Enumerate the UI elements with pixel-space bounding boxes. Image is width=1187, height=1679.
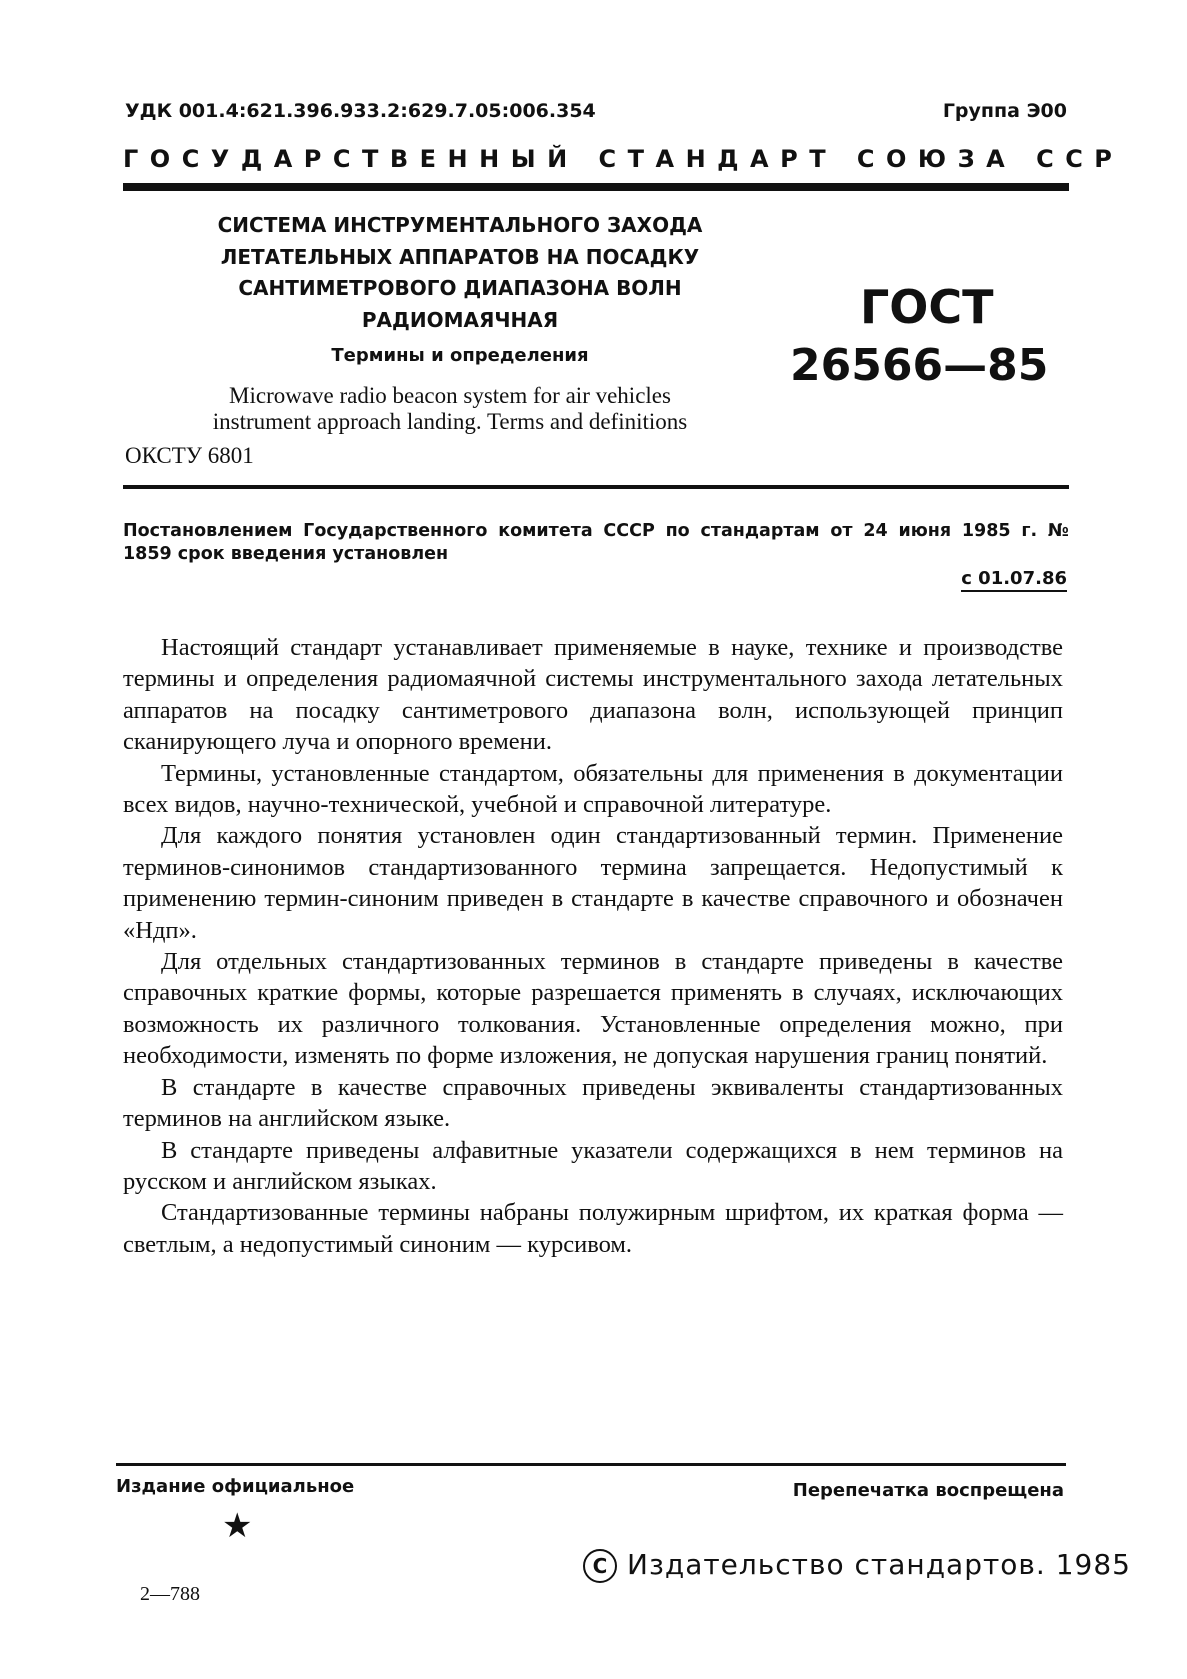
title-line: ЛЕТАТЕЛЬНЫХ АППАРАТОВ НА ПОСАДКУ: [220, 244, 700, 269]
header-rule: [123, 183, 1069, 191]
paragraph: Термины, установленные стандартом, обязательны для применения в документации всех видов, научно-технической, учебной и справочной литературе.: [123, 759, 1063, 819]
gost-label: ГОСТ: [860, 280, 994, 334]
english-title-line: instrument approach landing. Terms and definitions: [212, 409, 688, 434]
publisher-name: Издательство стандартов. 1985: [627, 1548, 1131, 1581]
udk-code: УДК 001.4:621.396.933.2:629.7.05:006.354: [125, 100, 596, 122]
title-line: СИСТЕМА ИНСТРУМЕНТАЛЬНОГО ЗАХОДА: [217, 213, 703, 237]
paragraph: Для отдельных стандартизованных терминов в стандарте приведены в качестве справочных краткие формы, которые разрешается применять в случаях, исключающих возможность их различного толкования. Установленные определения можно, при необходимости, изменять по форме изложения, не допуская нарушения границ понятий.: [123, 948, 1063, 1070]
classification-group: Группа Э00: [942, 100, 1067, 122]
gost-number: 26566—85: [790, 340, 1049, 391]
oksty-code: ОКСТУ 6801: [125, 443, 254, 468]
english-title: [135, 383, 765, 435]
title-line: САНТИМЕТРОВОГО ДИАПАЗОНА ВОЛН: [238, 276, 682, 300]
paragraph: В стандарте приведены алфавитные указатели содержащихся в нем терминов на русском и английском языках.: [123, 1136, 1063, 1195]
publisher-copyright: [583, 1548, 1131, 1583]
subtitle: Термины и определения: [331, 345, 589, 366]
decree-text: Постановлением Государственного комитета СССР по стандартам от 24 июня 1985 г. № 1859 срок введения установлен: [123, 521, 1069, 564]
standard-title: [175, 210, 745, 336]
star-icon: ★: [222, 1506, 253, 1546]
title-rule: [123, 485, 1069, 489]
copyright-icon: C: [583, 1549, 617, 1583]
state-standard-heading: ГОСУДАРСТВЕННЫЙ СТАНДАРТ СОЮЗА ССР: [123, 145, 1124, 173]
paragraph: Настоящий стандарт устанавливает применяемые в науке, технике и производстве термины и определения радиомаячной системы инструментального захода летательных аппаратов на посадку сантиметрового диапазона волн, использующей принцип сканирующего луча и опорного времени.: [123, 634, 1063, 756]
body-text: [123, 632, 1063, 1260]
english-title-line: Microwave radio beacon system for air vehicles: [229, 383, 671, 408]
title-line: РАДИОМАЯЧНАЯ: [361, 307, 559, 332]
paragraph: В стандарте в качестве справочных приведены эквиваленты стандартизованных терминов на английском языке.: [123, 1073, 1063, 1133]
paragraph: Для каждого понятия установлен один стандартизованный термин. Применение терминов-синонимов стандартизованного термина запрещается. Недопустимый к применению термин-синоним приведен в стандарте в качестве справочного и обозначен «Ндп».: [123, 822, 1063, 944]
effective-date: с 01.07.86: [961, 568, 1067, 592]
footer-rule: [116, 1463, 1066, 1466]
sheet-mark: 2—788: [140, 1583, 200, 1605]
paragraph: Стандартизованные термины набраны полужирным шрифтом, их краткая форма — светлым, а недопустимый синоним — курсивом.: [123, 1199, 1063, 1258]
reprint-notice: Перепечатка воспрещена: [792, 1480, 1064, 1501]
edition-label: Издание официальное: [116, 1476, 355, 1497]
